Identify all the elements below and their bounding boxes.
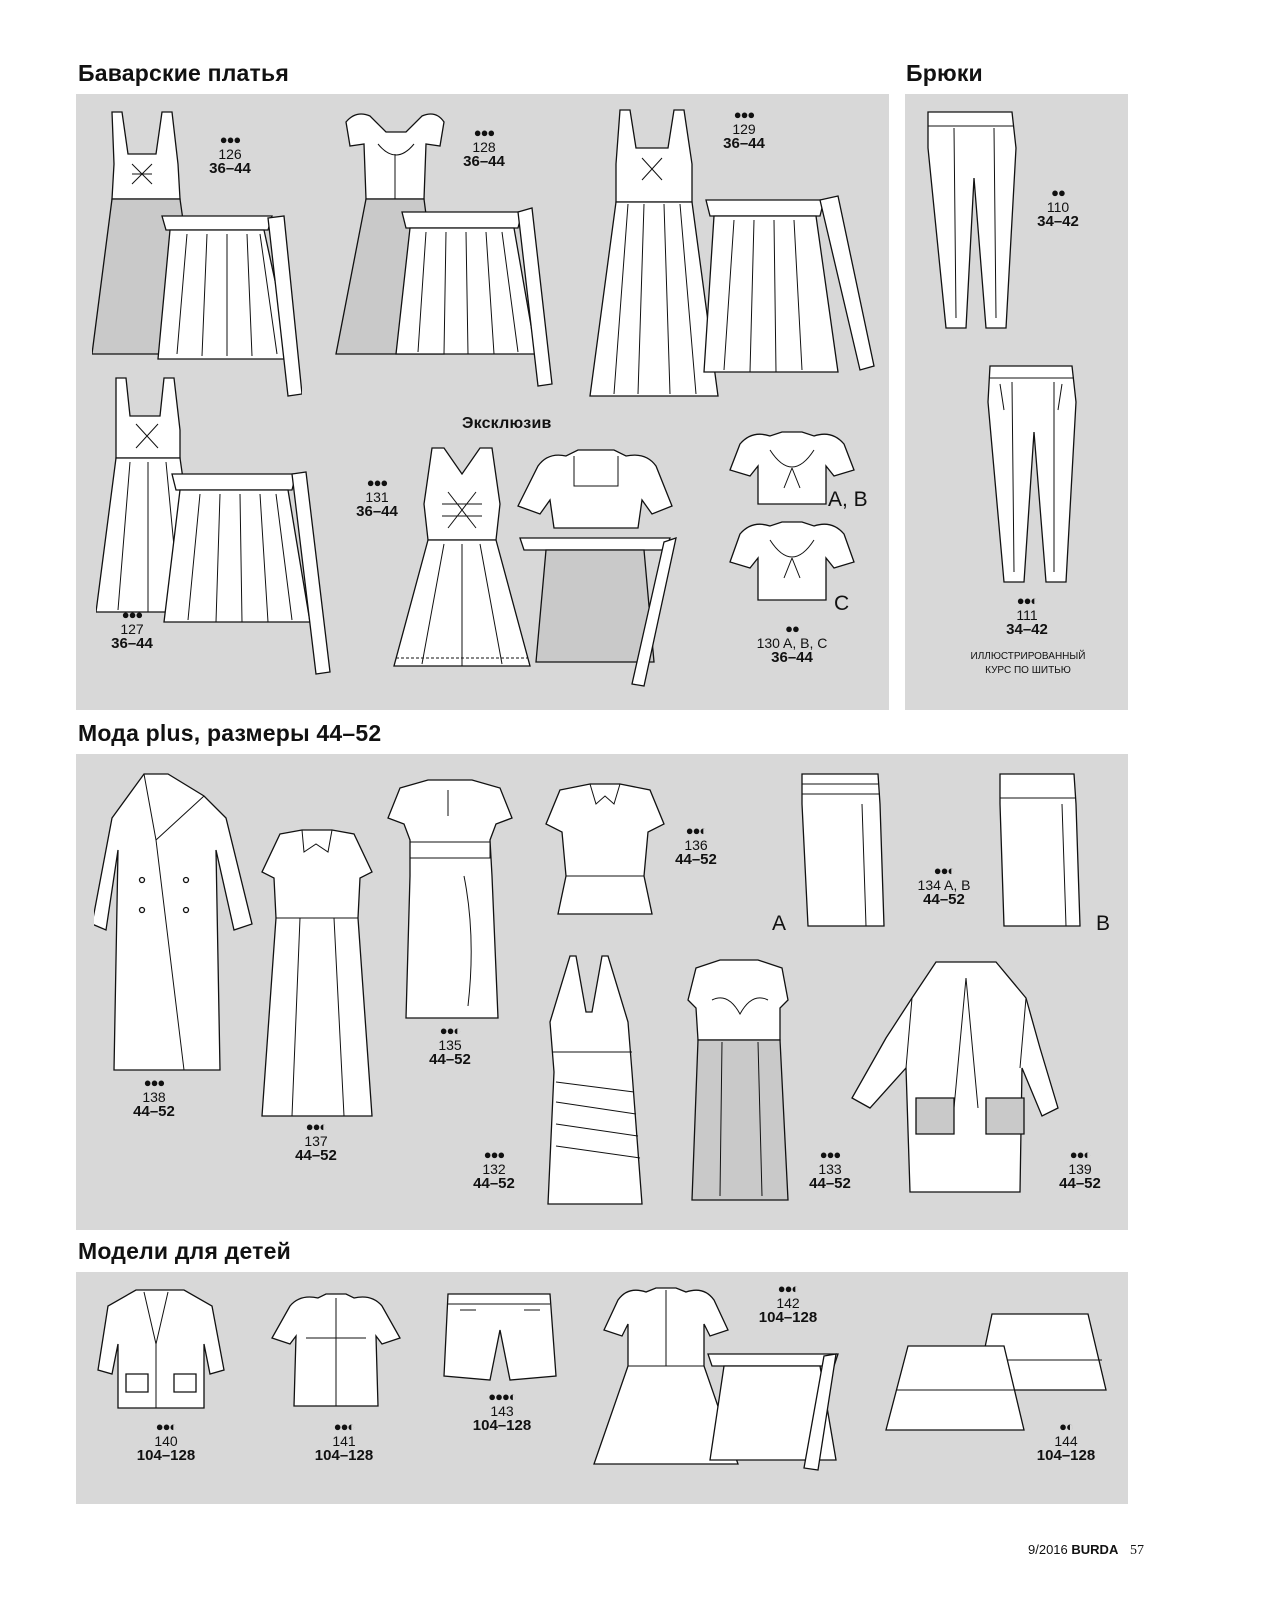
model-number: 134 A, B <box>917 876 971 893</box>
size-range: 44–52 <box>429 1051 471 1069</box>
model-140-label <box>128 1420 204 1464</box>
difficulty-dots: ●●● <box>143 1075 165 1090</box>
difficulty-dots: ●●● <box>819 1147 841 1162</box>
size-range: 44–52 <box>133 1103 175 1121</box>
section-title-trousers: Брюки <box>906 60 983 86</box>
difficulty-dots: ●●◐ <box>933 863 955 878</box>
variant-letter-b: B <box>1096 912 1111 935</box>
model-number: 128 <box>472 138 496 155</box>
model-number: 131 <box>365 488 389 505</box>
model-128-label <box>452 126 516 170</box>
difficulty-dots: ●●● <box>366 475 388 490</box>
difficulty-dots: ●●● <box>121 607 143 622</box>
model-number: 139 <box>1068 1160 1092 1177</box>
model-139-label <box>1048 1148 1112 1192</box>
size-range: 104–128 <box>136 1447 196 1465</box>
model-143-label <box>464 1390 540 1434</box>
model-number: 138 <box>142 1088 166 1105</box>
model-number: 136 <box>684 836 708 853</box>
note-line-2: КУРС ПО ШИТЬЮ <box>985 664 1071 676</box>
model-131-label <box>345 476 409 520</box>
difficulty-dots: ●●◐ <box>305 1119 327 1134</box>
coat-138-drawing <box>94 770 254 1075</box>
model-132-label <box>462 1148 526 1192</box>
model-number: 141 <box>332 1432 356 1449</box>
size-range: 36–44 <box>771 649 813 667</box>
model-number: 132 <box>482 1160 506 1177</box>
difficulty-dots: ●●◐ <box>777 1281 799 1296</box>
size-range: 104–128 <box>758 1309 818 1327</box>
blouse-and-apron-drawing <box>514 446 694 691</box>
size-range: 104–128 <box>472 1417 532 1435</box>
kids-jacket-140-drawing <box>96 1284 228 1414</box>
size-range: 36–44 <box>463 153 505 171</box>
size-range: 44–52 <box>809 1175 851 1193</box>
model-number: 135 <box>438 1036 462 1053</box>
model-number: 111 <box>1016 606 1038 623</box>
model-number: 133 <box>818 1160 842 1177</box>
model-number: 137 <box>304 1132 328 1149</box>
size-range: 34–42 <box>1037 213 1079 231</box>
difficulty-dots: ●● <box>785 621 799 636</box>
model-144-label <box>1028 1420 1104 1464</box>
size-range: 44–52 <box>473 1175 515 1193</box>
variant-letter-a: A <box>772 912 787 935</box>
model-127-label <box>100 608 164 652</box>
difficulty-dots: ●●●◐ <box>488 1389 516 1404</box>
model-130-label <box>740 622 844 666</box>
variant-letter-ab: A, B <box>828 488 868 511</box>
model-number: 130 A, B, C <box>756 634 828 651</box>
model-138-label <box>122 1076 186 1120</box>
model-number: 129 <box>732 120 756 137</box>
difficulty-dots: ●● <box>1051 185 1065 200</box>
section-title-plus-fashion: Мода plus, размеры 44–52 <box>78 720 382 746</box>
illustrated-course-note <box>958 650 1098 677</box>
dress-137-drawing <box>252 828 382 1120</box>
issue-number: 9/2016 <box>1028 1542 1068 1557</box>
model-136-label <box>664 824 728 868</box>
dirndl-131-drawing <box>392 444 532 674</box>
size-range: 44–52 <box>923 891 965 909</box>
trousers-111-drawing <box>982 362 1082 587</box>
size-range: 104–128 <box>1036 1447 1096 1465</box>
difficulty-dots: ●●◐ <box>1069 1147 1091 1162</box>
difficulty-dots: ●●◐ <box>155 1419 177 1434</box>
dress-133-drawing <box>676 956 806 1208</box>
model-134-label <box>906 864 982 908</box>
difficulty-dots: ●●◐ <box>439 1023 461 1038</box>
model-137-label <box>284 1120 348 1164</box>
dress-132-drawing <box>516 952 661 1212</box>
model-number: 126 <box>218 145 242 162</box>
note-line-1: ИЛЛЮСТРИРОВАННЫЙ <box>970 651 1086 662</box>
size-range: 36–44 <box>723 135 765 153</box>
model-111-label <box>995 594 1059 638</box>
kids-blouse-141-drawing <box>266 1292 406 1412</box>
exclusive-label: Эксклюзив <box>462 415 552 432</box>
model-number: 127 <box>120 620 144 637</box>
jacket-139-drawing <box>846 958 1064 1198</box>
page-number: 57 <box>1129 1543 1144 1558</box>
dirndl-128-drawing <box>326 104 576 404</box>
model-number: 140 <box>154 1432 178 1449</box>
size-range: 36–44 <box>356 503 398 521</box>
size-range: 44–52 <box>1059 1175 1101 1193</box>
section-title-bavarian-dresses: Баварские платья <box>78 60 289 86</box>
top-136-drawing <box>540 780 670 920</box>
model-129-label <box>712 108 776 152</box>
page-footer <box>1028 1542 1144 1559</box>
kids-shorts-143-drawing <box>440 1290 560 1386</box>
difficulty-dots: ●●● <box>733 107 755 122</box>
size-range: 36–44 <box>111 635 153 653</box>
model-126-label <box>198 133 262 177</box>
size-range: 34–42 <box>1006 621 1048 639</box>
dirndl-126-drawing <box>92 104 302 404</box>
skirt-134b-drawing <box>996 770 1086 932</box>
brand-name: BURDA <box>1071 1542 1119 1557</box>
size-range: 44–52 <box>295 1147 337 1165</box>
size-range: 44–52 <box>675 851 717 869</box>
difficulty-dots: ●◐ <box>1059 1419 1073 1434</box>
dress-135-drawing <box>380 776 520 1024</box>
model-number: 110 <box>1046 198 1070 215</box>
kids-dress-142-drawing <box>588 1281 868 1484</box>
section-title-kids-models: Модели для детей <box>78 1238 291 1264</box>
difficulty-dots: ●●● <box>483 1147 505 1162</box>
model-110-label <box>1026 186 1090 230</box>
model-142-label <box>750 1282 826 1326</box>
size-range: 36–44 <box>209 160 251 178</box>
trousers-110-drawing <box>924 108 1024 333</box>
variant-letter-c: C <box>834 592 850 615</box>
model-141-label <box>306 1420 382 1464</box>
difficulty-dots: ●●◐ <box>685 823 707 838</box>
difficulty-dots: ●●● <box>219 132 241 147</box>
size-range: 104–128 <box>314 1447 374 1465</box>
difficulty-dots: ●●● <box>473 125 495 140</box>
difficulty-dots: ●●◐ <box>1016 593 1038 608</box>
model-number: 144 <box>1054 1432 1078 1449</box>
model-number: 142 <box>776 1294 800 1311</box>
difficulty-dots: ●●◐ <box>333 1419 355 1434</box>
skirt-134a-drawing <box>796 770 886 932</box>
model-135-label <box>418 1024 482 1068</box>
model-number: 143 <box>490 1402 514 1419</box>
